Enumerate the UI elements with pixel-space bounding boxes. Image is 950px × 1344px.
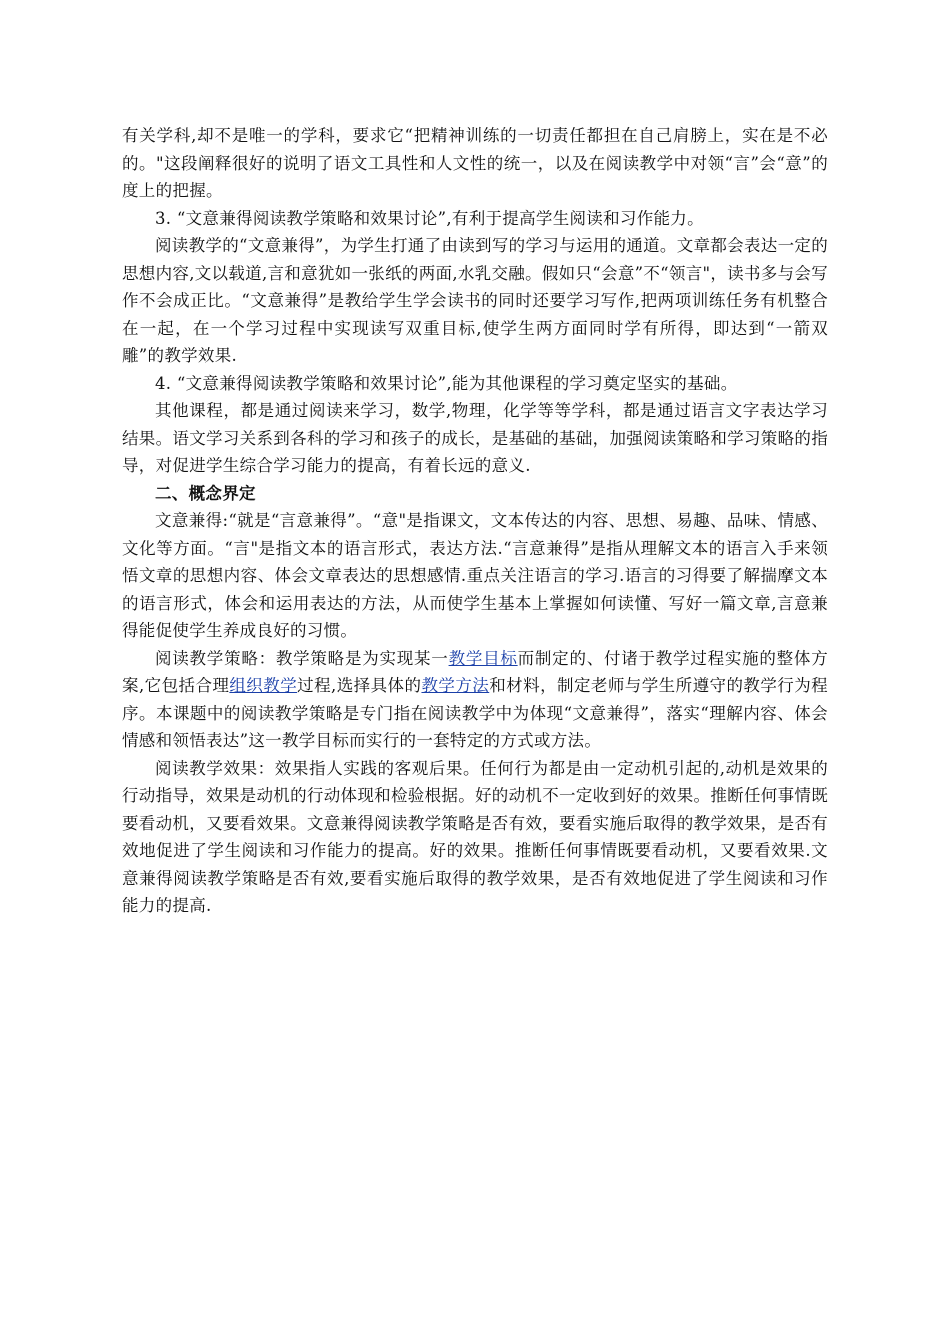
paragraph-other-courses: 其他课程，都是通过阅读来学习，数学,物理，化学等等学科，都是通过语言文字表达学习结果。语文学习关系到各科的学习和孩子的成长，是基础的基础，加强阅读策略和学习策略的指导，对促进学生综合学习能力的提高，有着长远的意义.	[122, 401, 828, 475]
paragraph-point-3: 3. “文意兼得阅读教学策略和效果讨论”,有利于提高学生阅读和习作能力。	[155, 208, 704, 228]
paragraph-continuation: 有关学科,却不是唯一的学科，要求它“把精神训练的一切责任都担在自己肩膀上，实在是不必的。"这段阐释很好的说明了语文工具性和人文性的统一，以及在阅读教学中对领“言”会“意”的度上的把握。	[122, 126, 828, 200]
strategy-text-2: 而制定的、付诸于教学过程实施的整体方案,它包括合理	[122, 648, 828, 695]
strategy-text-3: 过程,选择具体的	[297, 676, 422, 695]
paragraph-definition-effect: 阅读教学效果：效果指人实践的客观后果。任何行为都是由一定动机引起的,动机是效果的行动指导，效果是动机的行动体现和检验根据。好的动机不一定收到好的效果。推断任何事情既要看动机，又要看效果。文意兼得阅读教学策略是否有效，要看实施后取得的教学效果，是否有效地促进了学生阅读和习作能力的提高。好的效果。推断任何事情既要看动机，又要看效果.文意兼得阅读教学策略是否有效,要看实施后取得的教学效果，是否有效地促进了学生阅读和习作能力的提高.	[122, 758, 828, 915]
link-teaching-goal[interactable]: 教学目标	[448, 648, 518, 668]
paragraph-definition-strategy	[122, 645, 828, 755]
paragraph-definition-wenyi: 文意兼得:“就是“言意兼得”。“意"是指课文，文本传达的内容、思想、易趣、品味、情感、文化等方面。“言"是指文本的语言形式，表达方法.“言意兼得”是指从理解文本的语言入手来领悟文章的思想内容、体会文章表达的思想感情.重点关注语言的学习.语言的习得要了解揣摩文本的语言形式，体会和运用表达的方法，从而使学生基本上掌握如何读懂、写好一篇文章,言意兼得能促使学生养成良好的习惯。	[122, 511, 828, 640]
link-teaching-method[interactable]: 教学方法	[421, 676, 490, 695]
strategy-text-1: 阅读教学策略：教学策略是为实现某一	[155, 648, 449, 668]
document-page	[122, 122, 828, 920]
strategy-text-4: 和材料，制定老师与学生所遵守的教学行为程序。本课题中的阅读教学策略是专门指在阅读教学中为体现“文意兼得”，落实“理解内容、体会情感和领悟表达”这一教学目标而实行的一套特定的方式或方法。	[122, 676, 828, 750]
section-heading: 二、概念界定	[155, 483, 256, 503]
paragraph-point-4: 4. “文意兼得阅读教学策略和效果讨论”,能为其他课程的学习奠定坚实的基础。	[155, 373, 738, 393]
link-organize-teaching[interactable]: 组织教学	[229, 676, 298, 695]
paragraph-reading-writing: 阅读教学的“文意兼得”，为学生打通了由读到写的学习与运用的通道。文章都会表达一定的思想内容,文以载道,言和意犹如一张纸的两面,水乳交融。假如只“会意”不“领言"，读书多与会写作不会成正比。“文意兼得”是教给学生学会读书的同时还要学习写作,把两项训练任务有机整合在一起，在一个学习过程中实现读写双重目标,使学生两方面同时学有所得，即达到“一箭双雕”的教学效果.	[122, 236, 828, 365]
